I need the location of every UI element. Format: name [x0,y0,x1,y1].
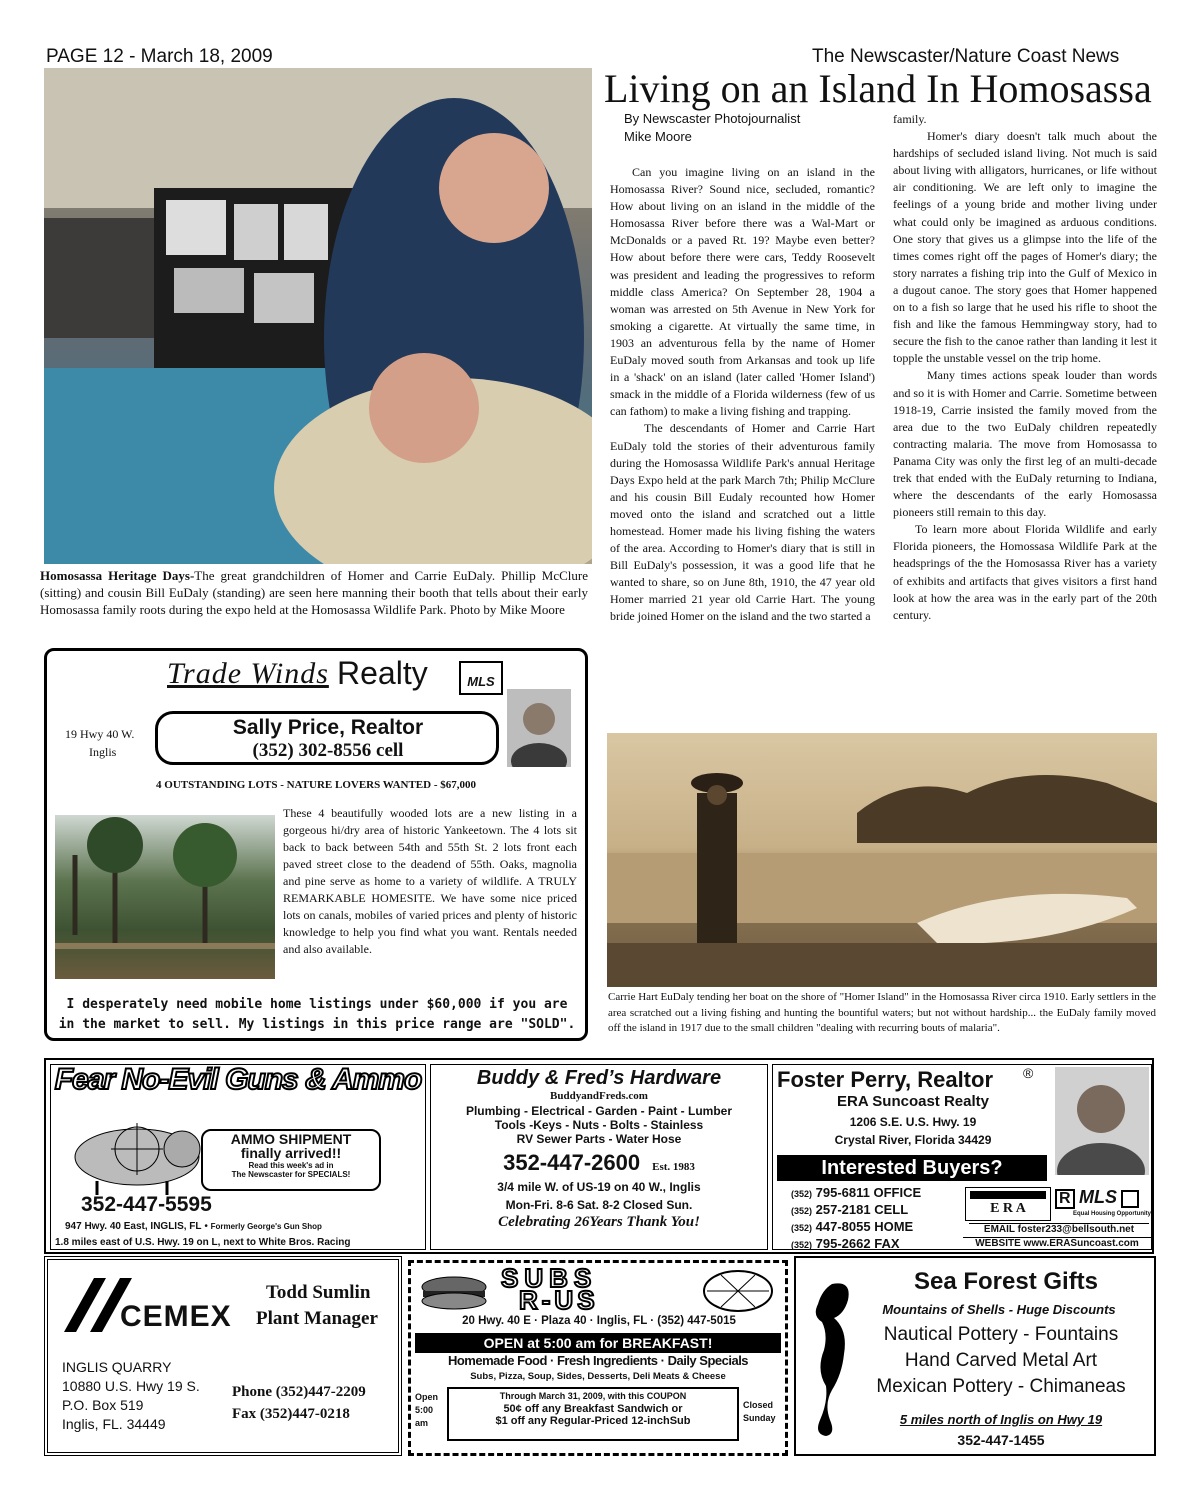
article-headline: Living on an Island In Homosassa [604,66,1152,111]
bottom-ads-row-1 [44,1058,1154,1254]
open-time: 5:00 [415,1405,434,1415]
mls-icon: MLS [1079,1187,1118,1207]
hardware-phone-row [431,1150,767,1176]
photo-caption-lead: Homosassa Heritage Days- [40,568,195,583]
closed-day: Sunday [743,1413,776,1423]
hardware-phone: 352-447-2600 [503,1150,641,1175]
cemex-address [62,1358,200,1434]
phone-number: 257-2181 [815,1202,871,1217]
guns-address-row [65,1221,322,1232]
coupon-line2: 50¢ off any Breakfast Sandwich or [503,1403,683,1415]
article-paragraph: Homer's diary doesn't talk much about the hardships of secluded island living. Not much is said about living with alligators, hurricanes, or life without air conditioning. We are left only to imagine the feelings of a young bride and mother living under what could only be imagined as arduous conditions. One story that gives us a glimpse into the life of the times comes right off the pages of Homer's diary; the story narrates a fishing trip into the Gulf of Mexico in a dugout canoe. The story goes that Homer happened on to a fish so large that he used his rifle to shoot the fish and like the famous Hemmingway story, had to secure the fish to the canoe rather than landing it lest it topple the unstable vessel on the trip home. [893,129,1157,366]
ammo-bubble [201,1129,381,1191]
guns-directions: 1.8 miles east of U.S. Hwy. 19 on L, next to White Bros. Racing [55,1237,351,1248]
guns-phone: 352-447-5595 [81,1193,212,1216]
cemex-fax: Fax (352)447-0218 [232,1406,350,1422]
portrait-illustration [1055,1067,1149,1175]
foster-email[interactable]: EMAIL foster233@bellsouth.net [969,1223,1149,1235]
agent-phone: (352) 302-8556 cell [252,740,404,761]
foster-address-1: 1206 S.E. U.S. Hwy. 19 [849,1115,977,1129]
tradewinds-logo-word: Realty [337,655,428,691]
seaforest-location: 5 miles north of Inglis on Hwy 19 [899,1412,1103,1427]
article-paragraph: Many times actions speak louder than words and so it is with Homer and Carrie. Sometime between 1918-19, Carrie insisted the family moved from the area due to the two EuDaly children repeatedly contracting malaria. The move from Homosassa to Panama City was only the first leg of an multi-decade trek that ended with the EuDaly returning to Indiana, where the descendants of the early Homosassa pioneers still remain to this day. [893,368,1157,520]
hardware-ad [430,1064,768,1250]
seaforest-line2: Hand Carved Metal Art [904,1350,1098,1371]
guns-ammo-ad [50,1064,426,1250]
hardware-slogan: Celebrating 26Years Thank You! [498,1214,700,1230]
pizza-graphic [701,1269,775,1313]
tradewinds-logo-script: Trade Winds [167,657,329,690]
boar-icon [57,1109,217,1199]
foster-perry-ad [772,1064,1152,1250]
phone-office [791,1185,971,1202]
article-continuation: family. [893,112,927,126]
subs-closed-side [743,1399,776,1425]
agent-box [155,711,499,765]
phone-number: 795-2662 [815,1236,871,1251]
foster-portrait [1055,1067,1149,1175]
hardware-website: BuddyandFreds.com [550,1090,648,1102]
byline-line1: By Newscaster Photojournalist [624,111,801,126]
closed-label: Closed [743,1400,774,1410]
bullet: • [204,1221,208,1232]
coupon-line3: $1 off any Regular-Priced 12-inchSub [495,1415,691,1427]
phone-number: 795-6811 [815,1185,870,1200]
interested-buyers-banner: Interested Buyers? [777,1155,1047,1181]
hardware-line1: Plumbing - Electrical - Garden - Paint - Lumber [465,1104,733,1118]
era-bar [970,1191,1046,1199]
seaforest-line1: Nautical Pottery - Fountains [883,1324,1119,1345]
paper-name: The Newscaster/Nature Coast News [812,46,1120,67]
page-number-date: PAGE 12 - March 18, 2009 [46,46,273,67]
pizza-icon [701,1269,775,1313]
heritage-days-photo [44,68,592,564]
article-paragraph: The descendants of Homer and Carrie Hart EuDaly told the stories of their adventurous family during the Homosassa Wildlife Park's annual Heritage Days Expo held at the park March 7th; Philip McClure and his cousin Bill Eudaly recounted how Homer moved onto the island and scratched out a little homestead. Homer made his living fishing the waters of the area. According to Homer's diary that is still in Bill EuDaly's possession, it was a good life that he wanted to share, so on June 8th, 1910, the 47 year old Homer married 21 year old Carrie Hart. The young bride joined Homer on the island and the two started a [610,421,875,624]
hardware-location: 3/4 mile W. of US-19 on 40 W., Inglis [497,1180,701,1194]
cemex-address-line: 10880 U.S. Hwy 19 S. [62,1378,200,1394]
guns-title: Fear No-Evil Guns & Ammo [54,1063,422,1096]
phone-cell [791,1202,971,1219]
phone-label: HOME [874,1219,914,1234]
article-column-1 [610,164,875,626]
article-column-2 [893,111,1157,624]
subs-homemade: Homemade Food · Fresh Ingredients · Daily Specials [447,1353,749,1368]
foster-phone-list [791,1185,971,1253]
listing-description: These 4 beautifully wooded lots are a new listing in a gorgeous hi/dry area of historic Yankeetown. The 4 lots sit back to back between 54th and 55th St. 2 lots front each paved street close to the deadend of 55th. Oaks, magnolia and pine serve as home to a variety of wildlife. A TRULY REMARKABLE HOMESITE. We have some nice priced lots on canals, mobiles of varied prices and plenty of historic knowledge to help you find what you want. Rentals needed and also available. [283,806,577,956]
photo-illustration [44,68,592,564]
sea-forest-gifts-ad [794,1256,1156,1456]
seaforest-title: Sea Forest Gifts [913,1268,1099,1295]
ammo-bubble-line2: finally arrived!! [240,1145,342,1161]
era-text: E R A [990,1201,1026,1216]
hardware-line2: Tools -Keys - Nuts - Bolts - Stainless [494,1118,704,1132]
cemex-logo: CEMEX [120,1300,232,1333]
open-label: Open [415,1392,439,1402]
phone-fax [791,1236,971,1253]
ammo-bubble-line4: The Newscaster for SPECIALS! [231,1170,351,1179]
hardware-title: Buddy & Fred’s Hardware [476,1067,722,1089]
foster-name: Foster Perry, Realtor [777,1067,994,1092]
equal-housing-text: Equal Housing Opportunity [1073,1211,1151,1217]
tradewinds-address-1: 19 Hwy 40 W. [65,727,135,741]
phone-label: FAX [874,1236,900,1251]
listing-tagline: I desperately need mobile home listings under $60,000 if you are in the market to sell. My listings in this price range are "SOLD". [58,997,576,1032]
hardware-est: Est. 1983 [652,1161,695,1173]
photo-caption [40,567,588,618]
photo-caption-text: The great grandchildren of Homer and Carrie EuDaly. Phillip McClure (sitting) and cousin Bill EuDaly (standing) are seen here manning their booth that tells about their early Homosassa family roots during the expo held at the Homosassa Wildlife Park. Photo by Mike Moore [40,568,588,617]
agent-name: Sally Price, Realtor [232,716,424,739]
subs-logo-line1: SUBS [501,1263,598,1293]
guns-former-name: Formerly George's Gun Shop [210,1222,322,1231]
realtor-r-icon: R [1055,1189,1075,1209]
subs-address: 20 Hwy. 40 E · Plaza 40 · Inglis, FL · (352) 447-5015 [462,1315,736,1327]
historic-sepia-photo [607,733,1157,987]
era-logo [965,1187,1051,1221]
area-code: (352) [791,1206,813,1216]
article-paragraph: To learn more about Florida Wildlife and early Florida pioneers, the Homossasa Wildlife Park at the headsprings of the the Homosassa River has a variety of exhibits and artifacts that gives visitors a first hand look at how the area was in the early part of the 20th century. [893,522,1157,622]
ammo-bubble-line3: Read this week's ad in [248,1161,334,1170]
article-paragraph: Can you imagine living on an island in the Homosassa River? Sound nice, secluded, romantic? How about living on an island in the middle of the Homosassa River before there was a Wal-Mart or McDonalds or a paved Rt. 19? Maybe even better? How about before there were cars, Teddy Roosevelt was president and leading the progressives to reform middle class America? On September 28, 1904 a woman was arrested on 5th Avenue in New York for smoking a cigarette. At virtually the same time, in 1903 an adventurous fella by the name of Homer EuDaly moved south from Arkansas and took up life in a 'shack' on an island (later called 'Homer Island') smack in the middle of a Florida wilderness (few of us can fathom) to make a living fishing and trapping. [610,165,875,419]
open-am: am [415,1418,429,1428]
cemex-ad [44,1256,402,1456]
tradewinds-realty-ad [44,648,588,1041]
subs-open-banner: OPEN at 5:00 am for BREAKFAST! [415,1333,781,1353]
cemex-address-line: Inglis, FL. 34449 [62,1416,166,1432]
tradewinds-address-2: Inglis [89,745,117,759]
subs-r-us-coupon [408,1260,788,1456]
foster-company: ERA Suncoast Realty [837,1093,989,1110]
photo-illustration [607,733,1157,987]
subs-logo-line2: R-US [519,1285,599,1315]
guns-address: 947 Hwy. 40 East, INGLIS, FL [65,1221,202,1232]
equal-housing-icon [1121,1190,1139,1208]
byline-line2: Mike Moore [624,129,692,144]
cemex-address-line: INGLIS QUARRY [62,1359,172,1375]
sandwich-graphic [419,1273,489,1313]
coupon-box [447,1387,739,1441]
portrait-illustration [507,689,571,767]
wooded-lot-photo [55,815,275,979]
sandwich-icon [419,1273,489,1313]
agent-portrait [507,689,571,767]
hardware-hours: Mon-Fri. 8-6 Sat. 8-2 Closed Sun. [505,1198,693,1212]
area-code: (352) [791,1240,813,1250]
subs-menu: Subs, Pizza, Soup, Sides, Desserts, Deli Meats & Cheese [470,1371,726,1382]
hardware-line3: RV Sewer Parts - Water Hose [516,1132,682,1146]
ammo-bubble-line1: AMMO SHIPMENT [230,1131,352,1147]
area-code: (352) [791,1189,813,1199]
photo-illustration [55,815,275,979]
cemex-address-line: P.O. Box 519 [62,1397,144,1413]
listing-headline: 4 OUTSTANDING LOTS - NATURE LOVERS WANTED - $67,000 [156,779,476,791]
seaforest-line3: Mexican Pottery - Chimaneas [876,1376,1126,1397]
sepia-photo-caption: Carrie Hart EuDaly tending her boat on the shore of "Homer Island" in the Homosassa River circa 1910. Early settlers in the area scratched out a living fishing and hunting the bountiful waters; but not without hardship... the EuDaly family moved off the island in 1917 due to the small children "dealing with recurring bouts of malaria". [608,991,1156,1034]
foster-address-2: Crystal River, Florida 34429 [834,1133,992,1147]
mls-logo: MLS [459,661,503,695]
cemex-manager-name: Todd Sumlin [266,1282,371,1303]
area-code: (352) [791,1223,813,1233]
phone-label: CELL [874,1202,909,1217]
coupon-line1: Through March 31, 2009, with this COUPON [499,1391,687,1401]
phone-number: 447-8055 [815,1219,871,1234]
subs-open-side [415,1391,443,1430]
cemex-phone: Phone (352)447-2209 [232,1384,366,1400]
registered-mark: ® [1023,1065,1034,1081]
phone-home [791,1219,971,1236]
foster-website[interactable]: WEBSITE www.ERASuncoast.com [963,1237,1151,1249]
cemex-manager-title: Plant Manager [256,1308,378,1329]
seaforest-phone: 352-447-1455 [957,1432,1045,1448]
seaforest-subtitle: Mountains of Shells - Huge Discounts [882,1302,1116,1317]
phone-label: OFFICE [873,1185,922,1200]
